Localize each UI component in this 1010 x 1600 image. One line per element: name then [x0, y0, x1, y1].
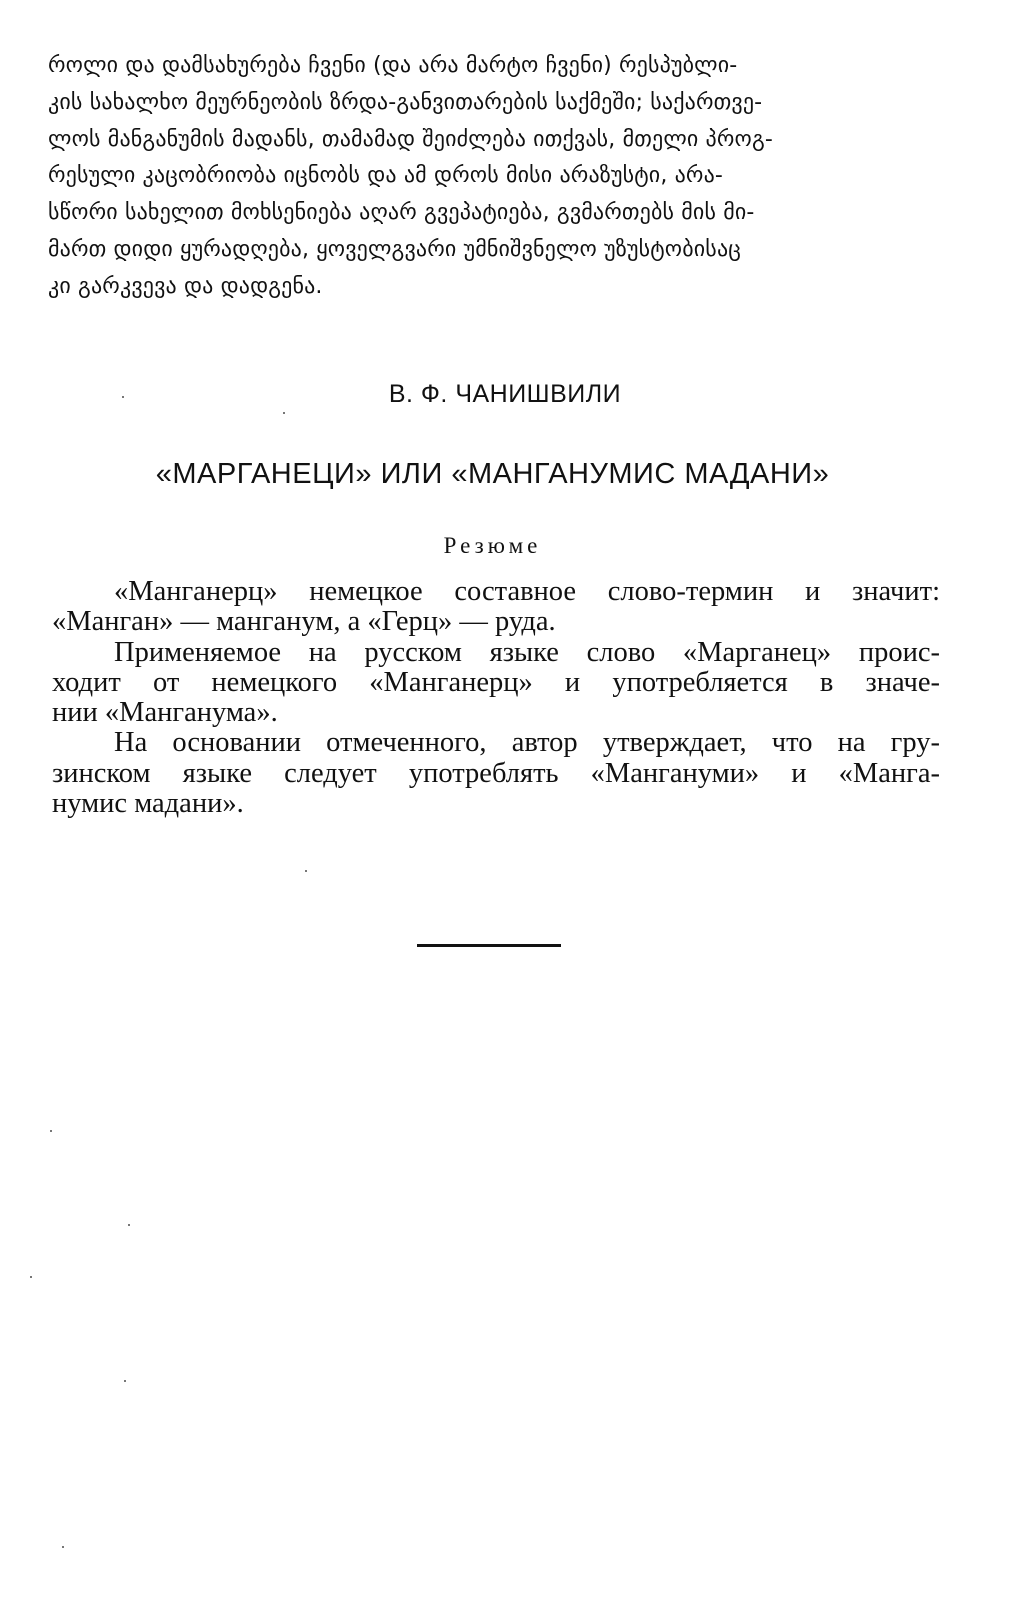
georgian-line: როლი და დამსახურება ჩვენი (და არა მარტო ჩვენი) რესპუბლი- — [48, 53, 738, 78]
article-title: «МАРГАНЕЦИ» ИЛИ «МАНГАНУМИС МАДАНИ» — [155, 458, 830, 490]
resume-heading: Резюме — [443, 533, 542, 558]
scan-speck — [124, 1380, 126, 1382]
closing-rule — [417, 944, 561, 947]
georgian-line: კი გარკვევა და დადგენა. — [48, 273, 323, 299]
georgian-line: სწორი სახელით მოხსენიება აღარ გვეპატიება, გვმართებს მის მი- — [48, 200, 755, 226]
summary-line: зинском языке следует употреблять «Мангануми» и «Манга- — [52, 757, 940, 789]
scan-speck — [305, 870, 307, 872]
georgian-line: ლოს მანგანუმის მადანს, თამამად შეიძლება ითქვას, მთელი პროგ- — [48, 126, 774, 152]
summary-line: нии «Манганума». — [52, 697, 278, 729]
scan-speck — [62, 1546, 64, 1548]
summary-line: На основании отмеченного, автор утверждает, что на гру- — [114, 727, 940, 759]
georgian-paragraph — [48, 48, 948, 306]
summary-line: нумис мадани». — [52, 788, 244, 820]
scan-speck — [283, 412, 285, 414]
georgian-line: მართ დიდი ყურადღება, ყოველგვარი უმნიშვნელო უზუსტობისაც — [48, 236, 741, 262]
scan-speck — [128, 1224, 130, 1226]
georgian-line: რესული კაცობრიობა იცნობს და ამ დროს მისი არაზუსტი, არა- — [48, 163, 723, 189]
scan-speck — [50, 1130, 52, 1132]
russian-summary — [52, 577, 940, 819]
georgian-line: კის სახალხო მეურნეობის ზრდა-განვითარების საქმეში; საქართვე- — [48, 89, 763, 115]
summary-line: ходит от немецкого «Манганерц» и употребляется в значе- — [52, 666, 940, 698]
scan-speck — [122, 396, 124, 398]
summary-line: «Манган» — манганум, а «Герц» — руда. — [52, 606, 556, 638]
scan-speck — [30, 1276, 32, 1278]
summary-line: Применяемое на русском языке слово «Марганец» проис- — [114, 636, 940, 668]
author-name: В. Ф. ЧАНИШВИЛИ — [388, 380, 622, 408]
summary-line: «Манганерц» немецкое составное слово-термин и значит: — [114, 576, 940, 607]
